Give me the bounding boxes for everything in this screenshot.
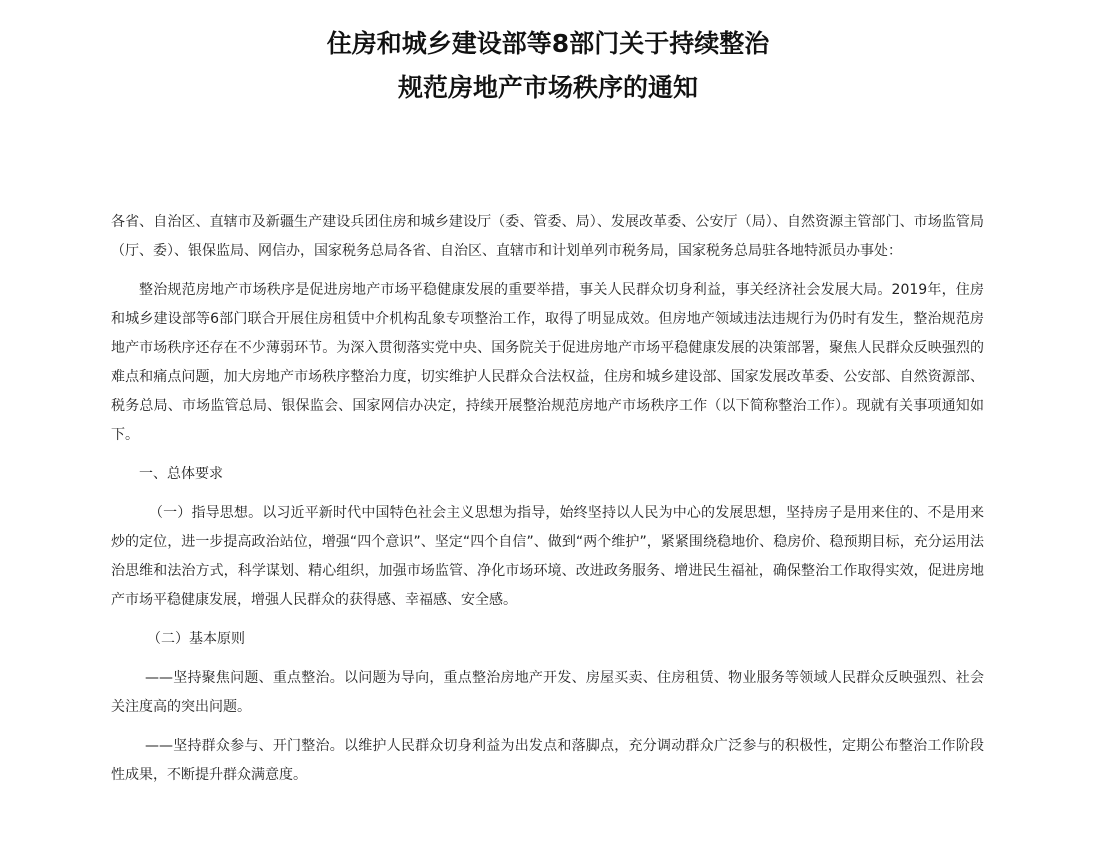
section-heading-general-requirements: 一、总体要求	[139, 466, 223, 482]
addressee-paragraph: 各省、自治区、直辖市及新疆生产建设兵团住房和城乡建设厅（委、管委、局）、发展改革委、公安厅（局）、自然资源主管部门、市场监管局（厅、委）、银保监局、网信办，国家税务总局各省、自治区、直辖市和计划单列市税务局，国家税务总局驻各地特派员办事处：	[111, 214, 984, 259]
intro-paragraph: 整治规范房地产市场秩序是促进房地产市场平稳健康发展的重要举措，事关人民群众切身利益，事关经济社会发展大局。2019年，住房和城乡建设部等6部门联合开展住房租赁中介机构乱象专项整治工作，取得了明显成效。但房地产领域违法违规行为仍时有发生，整治规范房地产市场秩序还存在不少薄弱环节。为深入贯彻落实党中央、国务院关于促进房地产市场平稳健康发展的决策部署，聚焦人民群众反映强烈的难点和痛点问题，加大房地产市场秩序整治力度，切实维护人民群众合法权益，住房和城乡建设部、国家发展改革委、公安部、自然资源部、税务总局、市场监管总局、银保监会、国家网信办决定，持续开展整治规范房地产市场秩序工作（以下简称整治工作）。现就有关事项通知如下。	[111, 282, 984, 443]
document-title-line2: 规范房地产市场秩序的通知	[397, 73, 698, 102]
subsection-heading-basic-principles: （二）基本原则	[147, 631, 245, 647]
guiding-ideology-paragraph: （一）指导思想。以习近平新时代中国特色社会主义思想为指导，始终坚持以人民为中心的发展思想，坚持房子是用来住的、不是用来炒的定位，进一步提高政治站位，增强“四个意识”、坚定“四个自信”、做到“两个维护”，紧紧围绕稳地价、稳房价、稳预期目标，充分运用法治思维和法治方式，科学谋划、精心组织，加强市场监管、净化市场环境、改进政务服务、增进民生福祉，确保整治工作取得实效，促进房地产市场平稳健康发展，增强人民群众的获得感、幸福感、安全感。	[111, 505, 984, 608]
principle-paragraph-2: ——坚持群众参与、开门整治。以维护人民群众切身利益为出发点和落脚点，充分调动群众广泛参与的积极性，定期公布整治工作阶段性成果，不断提升群众满意度。	[111, 738, 984, 783]
document-title-line1: 住房和城乡建设部等8部门关于持续整治	[326, 29, 770, 58]
document-body	[111, 208, 984, 790]
principle-paragraph-1: ——坚持聚焦问题、重点整治。以问题为导向，重点整治房地产开发、房屋买卖、住房租赁、物业服务等领域人民群众反映强烈、社会关注度高的突出问题。	[111, 670, 984, 715]
